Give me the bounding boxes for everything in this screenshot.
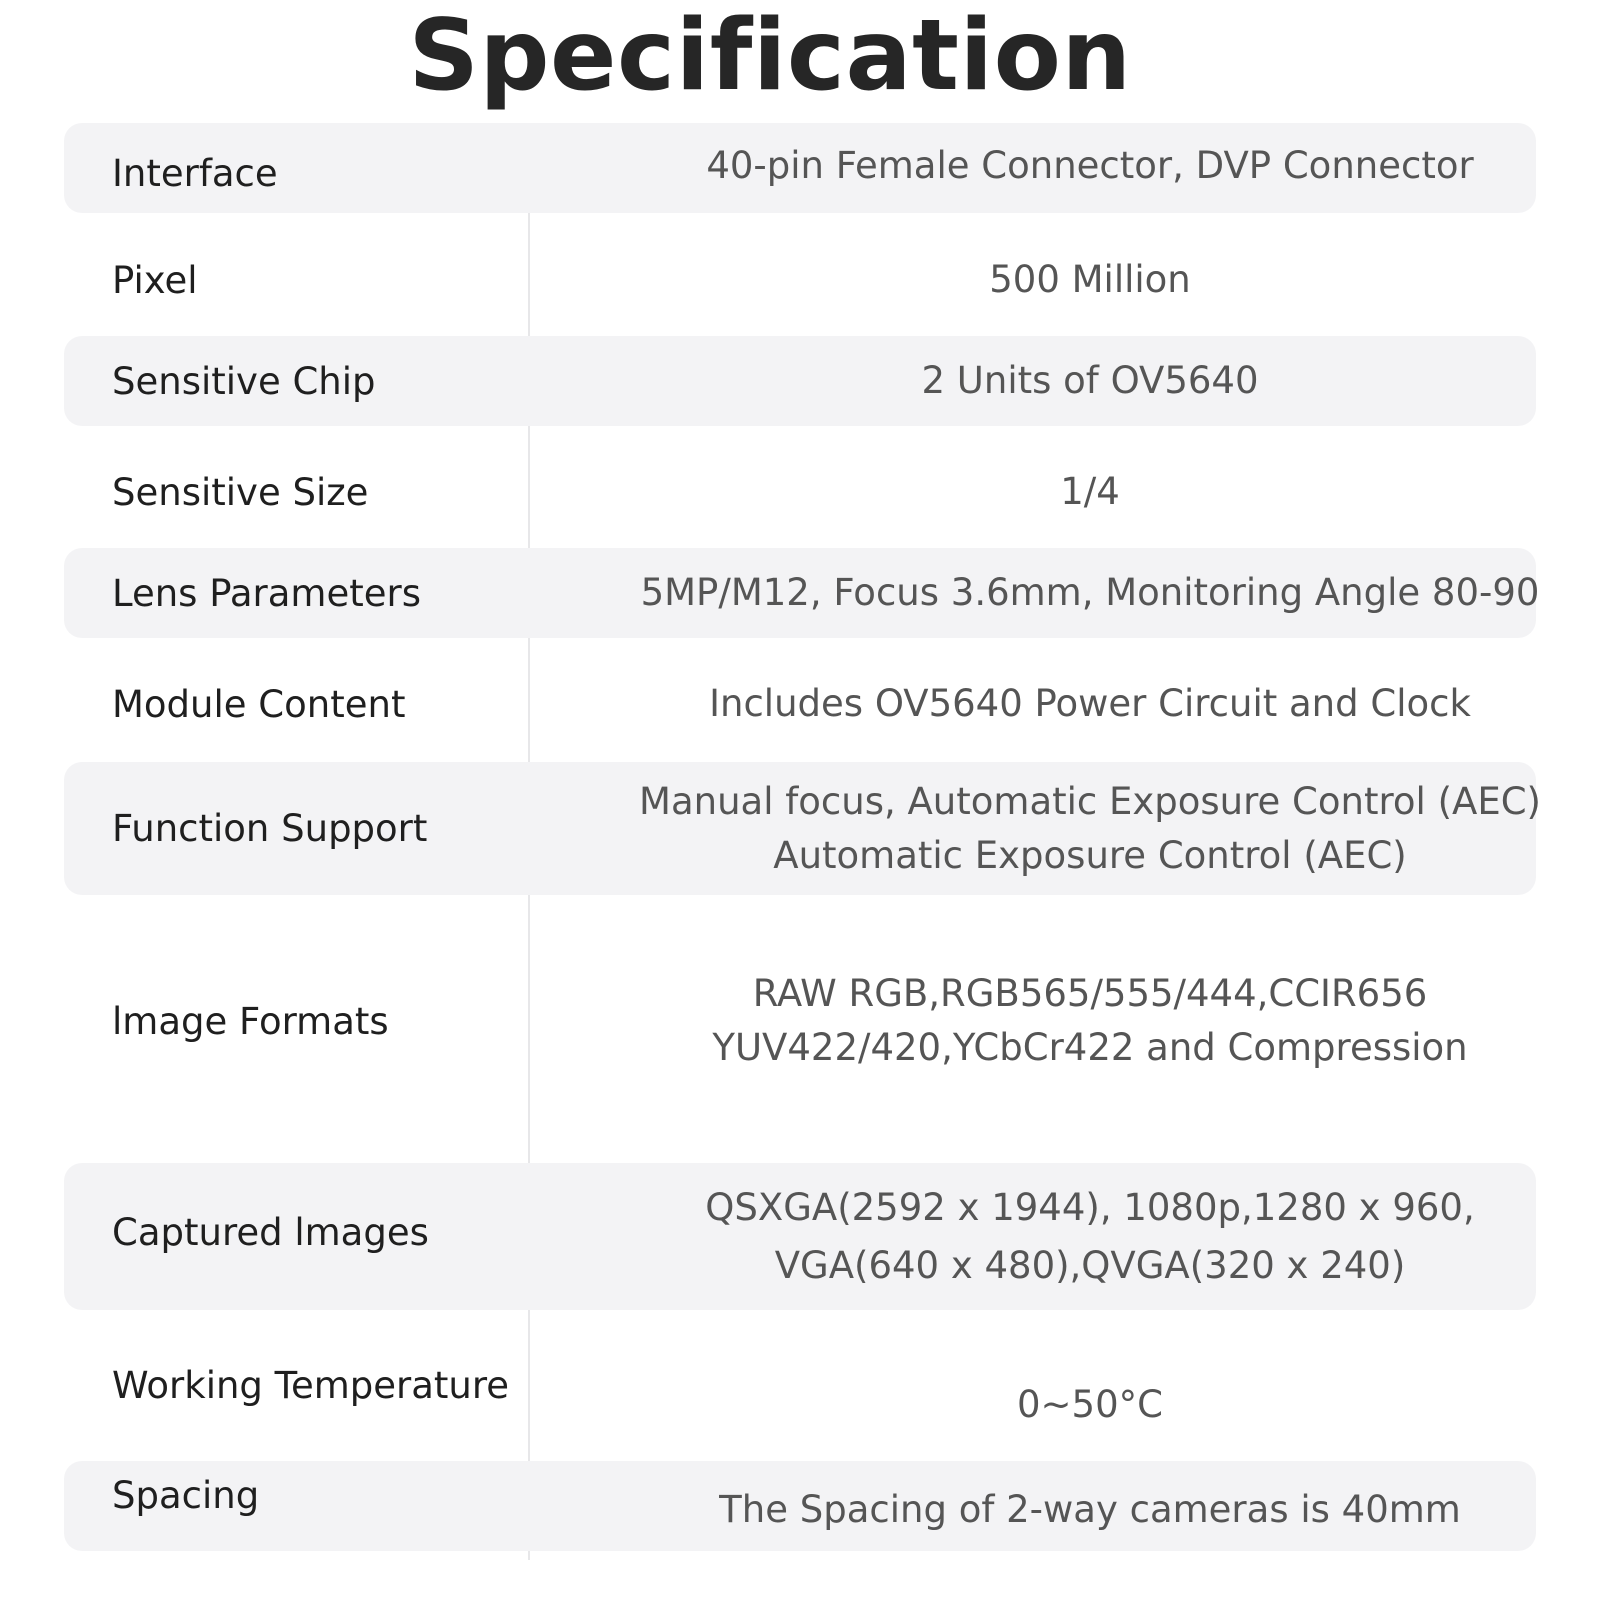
spec-row-pixel (64, 232, 1536, 328)
spec-label: Lens Parameters (112, 571, 421, 615)
spec-value-line: 1/4 (1060, 470, 1120, 513)
spec-value-line: 5MP/M12, Focus 3.6mm, Monitoring Angle 80-90 (640, 571, 1540, 614)
spec-label: Captured lmages (112, 1211, 429, 1254)
spec-row-interface (64, 123, 1536, 213)
spec-value-line: Manual focus, Automatic Exposure Control (AEC) (639, 779, 1541, 823)
spec-value (594, 762, 1586, 895)
spec-value-line: Includes OV5640 Power Circuit and Clock (709, 682, 1471, 725)
spec-row-sensitive-size (64, 444, 1536, 540)
spec-label: Sensitive Chip (112, 359, 376, 403)
spec-value-line: 500 Million (989, 258, 1191, 301)
spec-row-image-formats (64, 905, 1536, 1137)
page-title: Specification (408, 0, 1132, 113)
spec-label: Function Support (112, 807, 428, 850)
spec-value (594, 232, 1586, 328)
spec-row-lens-parameters (64, 548, 1540, 638)
spec-value-line: YUV422/420,YCbCr422 and Compression (712, 1026, 1468, 1069)
spec-label: Spacing (112, 1473, 260, 1517)
spec-value (594, 119, 1586, 213)
spec-row-sensitive-chip (64, 336, 1536, 426)
spec-value-line: 0~50°C (1017, 1383, 1163, 1426)
spec-value (594, 1163, 1586, 1310)
spec-value (594, 656, 1586, 752)
spec-row-working-temperature (64, 1330, 1536, 1450)
spec-label: Sensitive Size (112, 470, 369, 514)
spec-value-line: VGA(640 x 480),QVGA(320 x 240) (774, 1243, 1406, 1287)
spec-row-captured-images (64, 1163, 1536, 1310)
spec-value (594, 1469, 1586, 1551)
spec-value (594, 1360, 1586, 1450)
spec-label: Working Temperature (112, 1363, 510, 1407)
spec-label: Module Content (112, 682, 406, 726)
spec-row-module-content (64, 656, 1536, 752)
spec-value-line: 2 Units of OV5640 (921, 359, 1259, 402)
spec-row-spacing (64, 1461, 1536, 1551)
spec-row-function-support (64, 762, 1541, 895)
spec-label: Interface (112, 151, 278, 195)
spec-value (594, 444, 1586, 540)
spec-value-line: Automatic Exposure Control (AEC) (773, 833, 1407, 877)
spec-value (594, 905, 1586, 1137)
spec-value-line: 40-pin Female Connector, DVP Connector (706, 144, 1474, 187)
spec-value (594, 336, 1586, 426)
spec-label: lmage Formats (112, 999, 389, 1043)
spec-label: Pixel (112, 258, 198, 302)
spec-value-line: The Spacing of 2-way cameras is 40mm (719, 1488, 1461, 1531)
spec-value (594, 548, 1586, 638)
spec-value-line: QSXGA(2592 x 1944), 1080p,1280 x 960, (705, 1185, 1475, 1229)
spec-value-line: RAW RGB,RGB565/555/444,CCIR656 (752, 972, 1428, 1015)
